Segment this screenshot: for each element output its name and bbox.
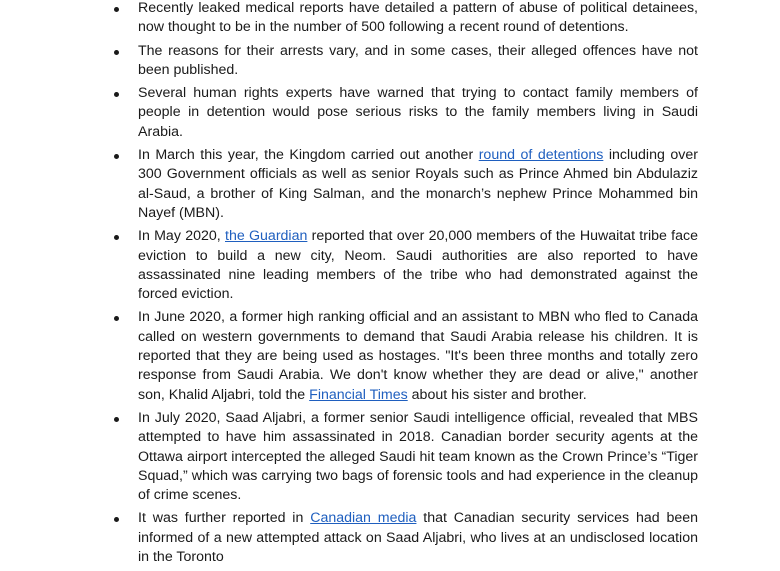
bullet-text: that Canadian security services had been informed of a new attempted attack on Saad Aljabri, who lives at an undisclosed location in the Toronto (138, 510, 699, 566)
hyperlink[interactable]: the Guardian (225, 228, 308, 245)
bullet-text: reported that over 20,000 members of the Huwaitat tribe face eviction to build a new city, Neom. Saudi authorities are also reported to have assassinated nine leading members of the tribe who had demonstrated against the forced eviction. (138, 228, 699, 303)
bullet-item (0, 227, 780, 304)
hyperlink[interactable]: Canadian media (310, 510, 417, 527)
bullet-point-icon (114, 50, 119, 55)
bullet-text: In May 2020, (138, 228, 225, 245)
bullet-item (0, 84, 780, 142)
bullet-item (0, 509, 780, 567)
bullet-item (0, 409, 780, 505)
bullet-point-icon (114, 517, 119, 522)
bullet-text: Recently leaked medical reports have detailed a pattern of abuse of political detainees, now thought to be in the number of 500 following a recent round of detentions. (138, 0, 698, 36)
bullet-text: including over 300 Government officials as well as senior Royals such as Prince Ahmed bin Abdulaziz al-Saud, a brother of King Salman, and the monarch’s nephew Prince Mohammed bin Nayef (MBN). (138, 147, 698, 221)
bullet-text: Several human rights experts have warned that trying to contact family members of people in detention would pose serious risks to the family members living in Saudi Arabia. (138, 85, 698, 140)
hyperlink[interactable]: round of detentions (478, 147, 604, 164)
bullet-item (0, 308, 780, 404)
bullet-point-icon (114, 7, 119, 12)
bullet-text: It was further reported in (138, 510, 311, 527)
bullet-text: In March this year, the Kingdom carried out another (138, 147, 479, 164)
bullet-text: In July 2020, Saad Aljabri, a former senior Saudi intelligence official, revealed that MBS attempted to have him assassinated in 2018. Canadian border security agents at the Ottawa airport intercepted the alleged Saudi hit team known as the Crown Prince’s “Tiger Squad,” which was carrying two bags of forensic tools and had experience in the cleanup of crime scenes. (138, 409, 698, 504)
bullet-item (0, 146, 780, 223)
bullet-point-icon (114, 417, 119, 422)
bullet-text: about his sister and brother. (407, 386, 587, 403)
bullet-text: The reasons for their arrests vary, and in some cases, their alleged offences have not been published. (138, 42, 698, 78)
bullet-point-icon (114, 92, 119, 97)
hyperlink[interactable]: Financial Times (309, 386, 408, 403)
bullet-item (0, 42, 780, 81)
bullet-point-icon (114, 316, 119, 321)
bullet-point-icon (114, 235, 119, 240)
bullet-item (0, 0, 780, 38)
bullet-text: In June 2020, a former high ranking official and an assistant to MBN who fled to Canada called on western governments to demand that Saudi Arabia release his children. It is reported that they are being used as hostages. "It's been three months and totally zero response from Saudi Arabia. We don't know whether they are dead or alive," another son, Khalid Aljabri, told the (138, 309, 698, 403)
bullet-point-icon (114, 154, 119, 159)
